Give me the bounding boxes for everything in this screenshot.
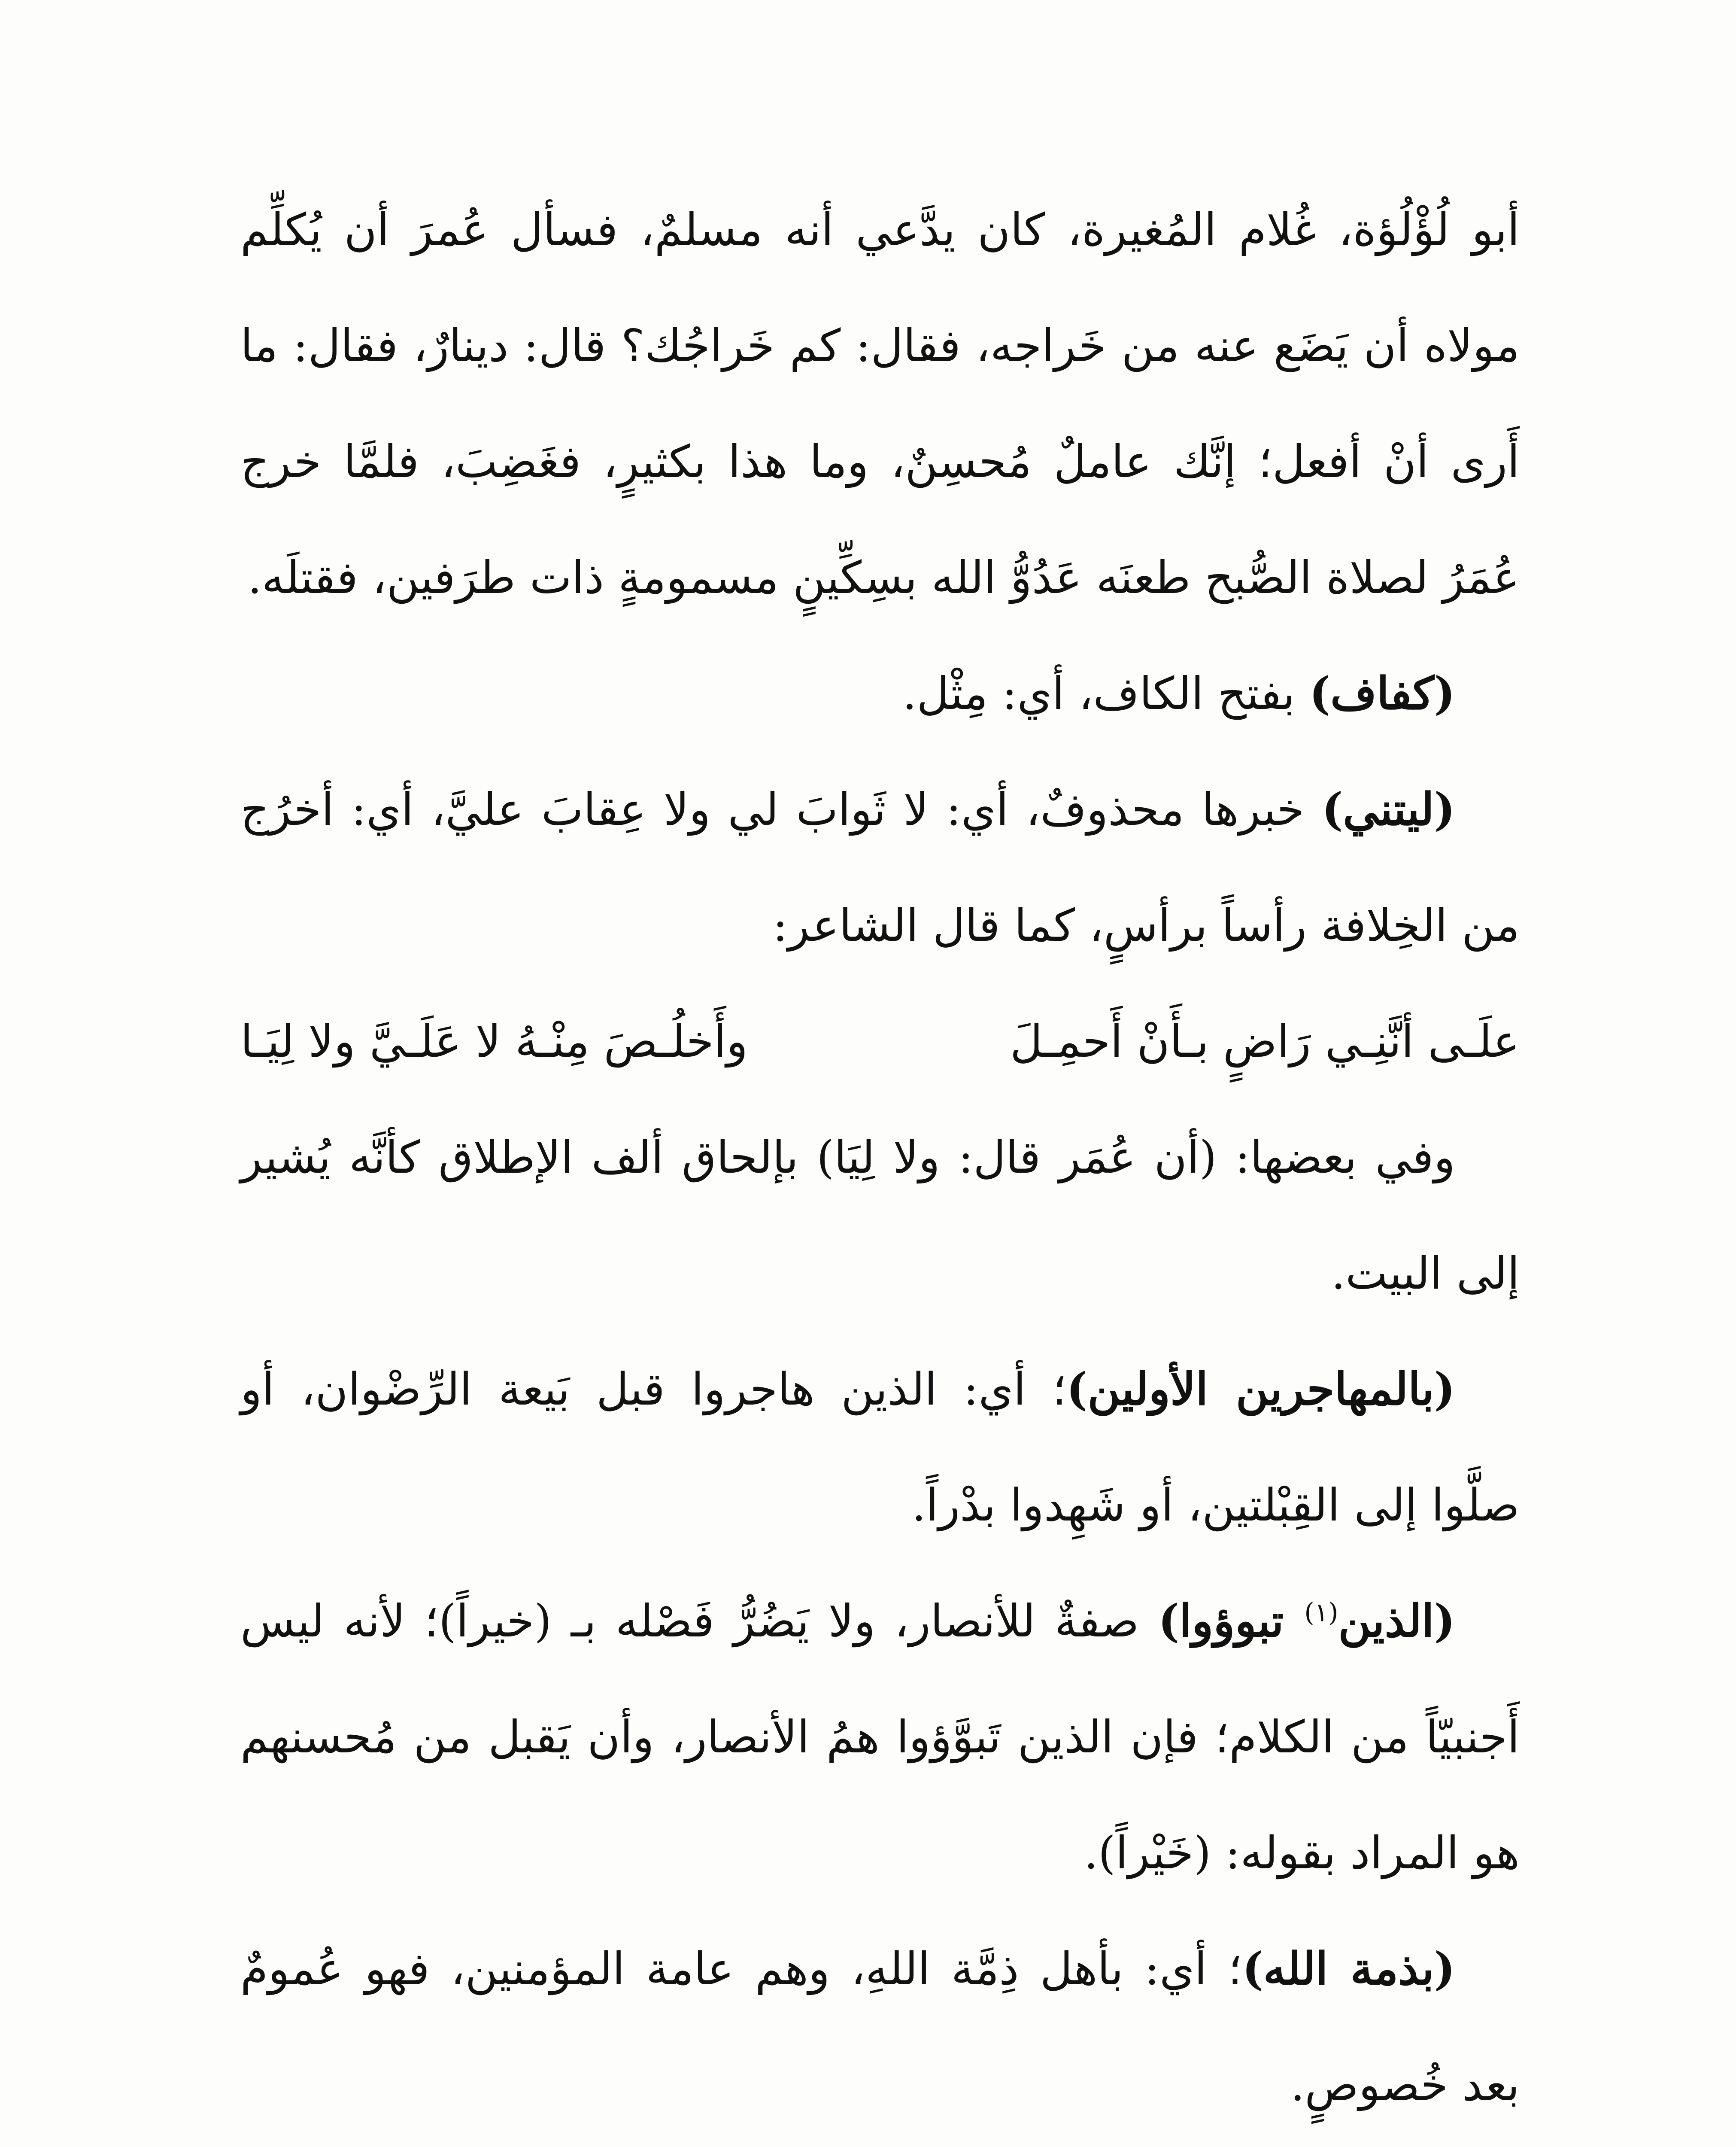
paragraph-alladhina-tabawwau xyxy=(240,1563,1520,1911)
main-text xyxy=(240,172,1520,2143)
paragraph-text: ؛ أي: بأهل ذِمَّة اللهِ، وهم عامة المؤمنين، فهو عُمومٌ بعد خُصوصٍ. xyxy=(240,1943,1520,2111)
paragraph-wa-fi-badiha xyxy=(240,1099,1520,1331)
poem-verse xyxy=(240,983,1520,1099)
term-muhajirin: (بالمهاجرين الأولين) xyxy=(1066,1362,1455,1415)
term-laytani: (ليتني) xyxy=(1322,783,1456,836)
footnote-reference[interactable]: (١) xyxy=(1304,1597,1338,1628)
paragraph-text: وفي بعضها: (أن عُمَر قال: ولا لِيَا) بإلحاق ألف الإطلاق كأنَّه يُشير إلى البيت. xyxy=(240,1131,1520,1299)
paragraph-text: خبرها محذوفٌ، أي: لا ثَوابَ لي ولا عِقابَ عليَّ، أي: أخرُج من الخِلافة رأساً برأسٍ، كما قال الشاعر: xyxy=(240,783,1520,952)
paragraph-text: بفتح الكاف، أي: مِثْل. xyxy=(902,667,1309,720)
term-alladhina: (الذين xyxy=(1338,1594,1455,1647)
verse-first-hemistich: علَـى أنَّنِـي رَاضٍ بـأَنْ أَحمِـلَ xyxy=(1010,1015,1520,1067)
term-kafaf: (كفاف) xyxy=(1309,667,1455,720)
paragraph-muhajirin xyxy=(240,1331,1520,1563)
term-bidhimmat-allah: (بذمة الله) xyxy=(1242,1942,1456,1995)
paragraph-laytani xyxy=(240,751,1520,983)
paragraph-abu-lulua xyxy=(240,172,1520,636)
paragraph-text: ؛ أي: الذين هاجروا قبل بَيعة الرِّضْوان، أو صلَّوا إلى القِبْلتين، أو شَهِدوا بدْراً. xyxy=(240,1363,1520,1531)
paragraph-text: صفةٌ للأنصار، ولا يَضُرُّ فَصْله بـ (خيراً)؛ لأنه ليس أَجنبيّاً من الكلام؛ فإن الذين تَبوَّؤوا همُ الأنصار، وأن يَقبل من مُحسنهم هو المراد بقوله: (خَيْراً). xyxy=(240,1595,1520,1879)
term-tabawwau: تبوؤوا) xyxy=(1158,1594,1305,1647)
paragraph-bidhimmat-allah xyxy=(240,1911,1520,2143)
verse-second-hemistich: وأَخلُـصَ مِنْـهُ لا عَلَـيَّ ولا لِيَـا xyxy=(240,1015,748,1067)
paragraph-kafaf xyxy=(240,636,1520,751)
paragraph-text: أبو لُؤْلُؤة، غُلام المُغيرة، كان يدَّعي أنه مسلمٌ، فسأل عُمرَ أن يُكلِّم مولاه أن يَضَع عنه من خَراجه، فقال: كم خَراجُك؟ قال: دينارٌ، فقال: ما أَرى أنْ أفعل؛ إنَّك عاملٌ مُحسِنٌ، وما هذا بكثيرٍ، فغَضِبَ، فلمَّا خرج عُمَرُ لصلاة الصُّبح طعنَه عَدُوُّ الله بسِكِّينٍ مسمومةٍ ذات طرَفين، فقتلَه. xyxy=(240,204,1520,604)
